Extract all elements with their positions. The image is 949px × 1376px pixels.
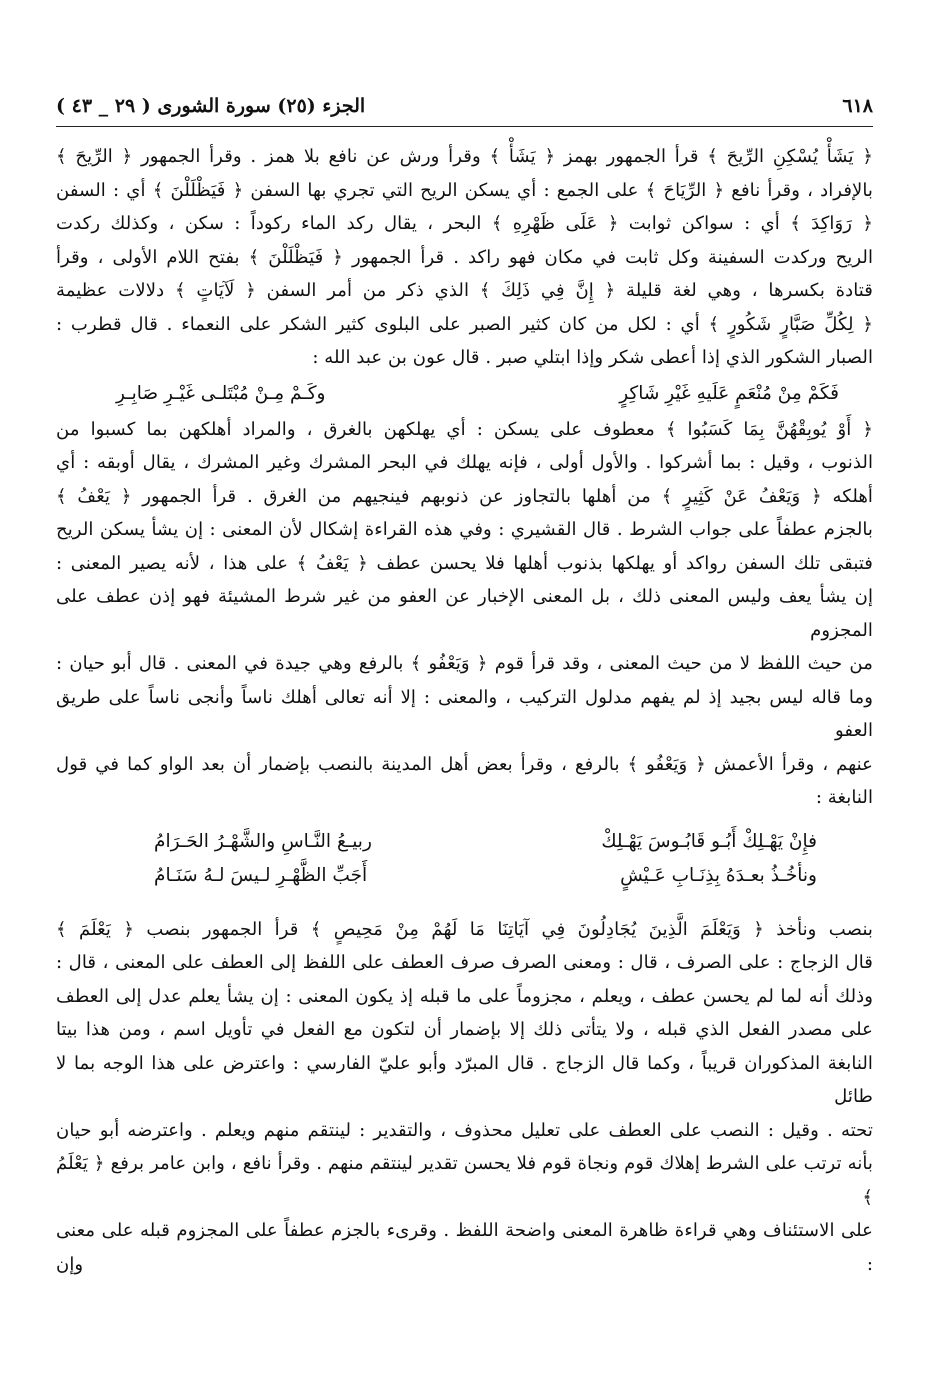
text-line: ﴿ رَوَاكِدَ ﴾ أي : سواكن ثوابت ﴿ عَلَى ظَهْرِهِ ﴾ البحر ، يقال ركد الماء ركوداً : سكن ، وكذلك ركدت [56,213,873,234]
text-line: بأنه ترتب على الشرط إهلاك قوم ونجاة قوم فلا يحسن تقدير لينتقم منهم . وقرأ نافع ، وابن عامر برفع ﴿ يَعْلَمُ ﴾ [56,1153,873,1208]
text-line: ﴿ أَوْ يُوبِقْهُنَّ بِمَا كَسَبُوا ﴾ معطوف على يسكن : أي يهلكهن بالغرق ، والمراد أهلكهن بما كسبوا من [56,418,873,440]
running-title: الجزء (٢٥) سورة الشورى ( ٢٩ _ ٤٣ ) [56,95,366,117]
text-line: تحته . وقيل : النصب على العطف على تعليل محذوف ، والتقدير : لينتقم منهم ويعلم . واعترضه أبو حيان [56,1119,873,1141]
text-line: قتادة بكسرها ، وهي لغة قليلة ﴿ إِنَّ فِي ذَلِكَ ﴾ الذي ذكر من أمر السفن ﴿ لَآيَاتٍ ﴾ دلالات عظيمة [56,280,873,301]
text-line: إن يشأ يعف وليس المعنى ذلك ، بل المعنى الإخبار عن العفو من غير شرط المشيئة فهو إذن عطف على المجزوم [56,586,873,641]
text-line: وذلك أنه لما لم يحسن عطف ، ويعلم ، مجزوماً على ما قبله إذ يكون المعنى : إن يشأ يعلم عدل إلى العطف [56,985,873,1007]
text-line: من حيث اللفظ لا من حيث المعنى ، وقد قرأ قوم ﴿ وَيَعْفُو ﴾ بالرفع وهي جيدة في المعنى . قال أبو حيان : [56,653,873,674]
text-line: بالجزم عطفاً على جواب الشرط . قال القشيري : وفي هذه القراءة إشكال لأن المعنى : إن يشأ يسكن الريح [56,519,873,540]
text-line: وما قاله ليس بجيد إذ لم يفهم مدلول التركيب ، والمعنى : إلا أنه تعالى أهلك ناساً وأنجى ناساً على طريق العفو [56,686,873,741]
page-body [56,140,873,1281]
verse-hemistich-left: ربيـعُ النَّـاسِ والشَّهْـرُ الحَـرَامُ [154,830,372,852]
text-line: النابغة : [815,787,873,808]
text-line: أهلكه ﴿ وَيَعْفُ عَنْ كَثِيرٍ ﴾ من أهلها بالتجاوز عن ذنوبهم فينجيهم من الغرق . قرأ الجمهور ﴿ يَعْفُ ﴾ [56,485,873,507]
text-line: عنهم ، وقرأ الأعمش ﴿ وَيَعْفُو ﴾ بالرفع ، وقرأ بعض أهل المدينة بالنصب بإضمار أن بعد الواو كما في قول [56,753,873,775]
text-line: على مصدر الفعل الذي قبله ، ولا يتأتى ذلك إلا بإضمار أن لتكون مع الفعل في تأويل اسم ، ومن هذا بيتا [56,1019,873,1040]
text-line: الريح وركدت السفينة وكل ثابت في مكان فهو راكد . قرأ الجمهور ﴿ فَيَظْلَلْنَ ﴾ بفتح اللام الأولى ، وقرأ [56,246,873,268]
page-number: ٦١٨ [842,95,873,117]
verse-hemistich-right: ونأخُـذُ بعـدَهُ بِذِنَـابِ عَـيْشٍ [620,864,817,886]
text-line: الذنوب ، وقيل : بما أشركوا . والأول أولى ، فإنه يهلك في البحر المشرك وغير المشرك ، يقال أوبقه : أي [56,452,873,473]
poetry-verse [56,377,873,411]
poetry-verses [56,825,873,893]
text-line: الصبار الشكور الذي إذا أعطى شكر وإذا ابتلي صبر . قال عون بن عبد الله : [312,347,873,368]
page-header [56,86,873,127]
verse-hemistich-right: فإِنْ يَهْـلِكْ أَبُـو قَابُـوسَ يَهْـلِكْ [601,830,817,852]
text-line: فتبقى تلك السفن رواكد أو يهلكها بذنوب أهلها فلا يحسن عطف ﴿ يَعْفُ ﴾ على هذا ، لأنه يصير المعنى : [56,552,873,574]
text-line: قال الزجاج : على الصرف ، قال : ومعنى الصرف صرف العطف على اللفظ إلى العطف على المعنى ، قال : [56,952,873,973]
verse-hemistich-left: أَجَبِّ الظَّهْـرِ لـيسَ لـهُ سَنَـامُ [154,864,368,886]
verse-hemistich-right: فَكَمْ مِنْ مُنْعَمٍ عَلَيهِ غَيْرِ شَاكِرٍ [619,382,839,404]
text-line: على الاستئناف وهي قراءة ظاهرة المعنى واضحة اللفظ . وقرىء بالجزم عطفاً على المجزوم قبله على معنى : وإن [56,1220,873,1275]
text-line: ﴿ لِكُلِّ صَبَّارٍ شَكُورٍ ﴾ أي : لكل من كان كثير الصبر على البلوى كثير الشكر على النعماء . قال قطرب : [56,313,873,335]
poetry-verse [56,825,873,859]
poetry-verse [56,859,873,893]
text-line: بالإفراد ، وقرأ نافع ﴿ الرِّيَاحَ ﴾ على الجمع : أي يسكن الريح التي تجري بها السفن ﴿ فَيَظْلَلْنَ ﴾ أي : السفن [56,179,873,201]
verse-hemistich-left: وكَـمْ مِـنْ مُبْتَلـى غَيْـرِ صَابِـرِ [116,382,326,404]
text-line: ﴿ يَشَأْ يُسْكِنِ الرِّيحَ ﴾ قرأ الجمهور بهمز ﴿ يَشَأْ ﴾ وقرأ ورش عن نافع بلا همز . وقرأ الجمهور ﴿ الرِّيحَ ﴾ [56,146,873,167]
text-line: بنصب ونأخذ ﴿ وَيَعْلَمَ الَّذِينَ يُجَادِلُونَ فِي آيَاتِنَا مَا لَهُمْ مِنْ مَحِيصٍ ﴾ قرأ الجمهور بنصب ﴿ يَعْلَمَ ﴾ [56,918,873,940]
text-line: النابغة المذكوران قريباً ، وكما قال الزجاج . قال المبرّد وأبو عليّ الفارسي : واعترض على هذا الوجه بما لا طائل [56,1052,873,1107]
